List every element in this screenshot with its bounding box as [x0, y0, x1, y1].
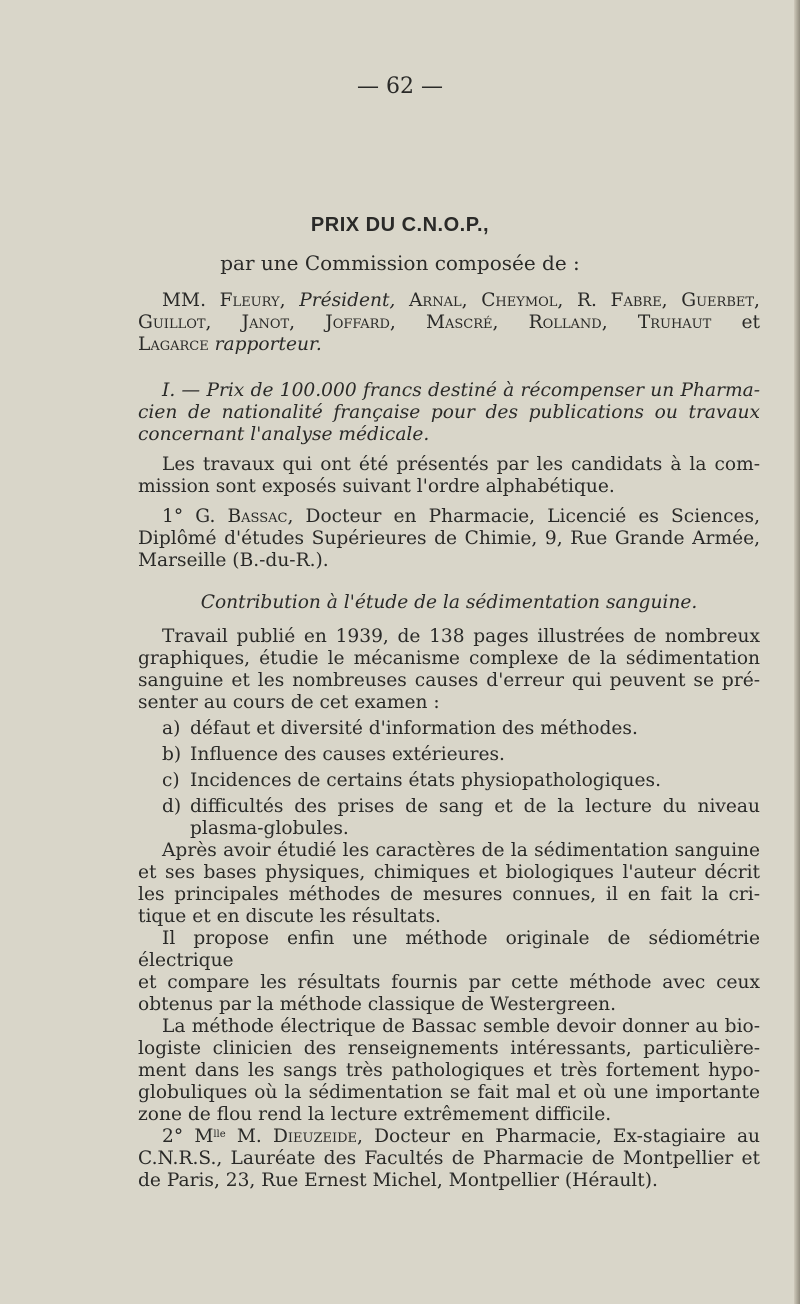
member-joffard: Joffard,	[325, 312, 396, 333]
member-truhaut: Truhaut	[637, 312, 712, 333]
list-item-c	[138, 770, 760, 792]
prize-title-line-1: I. — Prix de 100.000 francs destiné à récompenser un Pharma-	[162, 380, 760, 401]
candidate-2-line-3: de Paris, 23, Rue Ernest Michel, Montpellier (Hérault).	[138, 1170, 658, 1191]
list-item-c-label: c)	[162, 770, 180, 791]
para2-line-4: tique et en discute les résultats.	[138, 906, 441, 927]
list-item-b-label: b)	[162, 744, 182, 765]
para4-line-5: zone de flou rend la lecture extrêmement difficile.	[138, 1104, 612, 1125]
members-et: et	[741, 312, 760, 333]
member-janot: Janot,	[241, 312, 296, 333]
page-edge	[794, 0, 800, 1304]
member-president-role: Président,	[299, 290, 396, 311]
candidate-2-line-2: C.N.R.S., Lauréate des Facultés de Pharmacie de Montpellier et	[138, 1148, 760, 1169]
candidate-1-name: G. Bassac,	[195, 506, 294, 527]
member-lagarce: Lagarce	[138, 334, 209, 355]
list-item-a-label: a)	[162, 718, 181, 739]
member-fleury: Fleury,	[219, 290, 286, 311]
list-item-d-label: d)	[162, 796, 182, 817]
candidate-1	[138, 506, 760, 572]
para1-line-2: graphiques, étudie le mécanisme complexe de la sédimentation	[138, 648, 760, 669]
list-item-d	[138, 796, 760, 840]
para1-line-3: sanguine et les nombreuses causes d'erreur qui peuvent se pré-	[138, 670, 760, 691]
para4-line-2: logiste clinicien des renseignements intéressants, particulière-	[138, 1038, 760, 1059]
list-item-a	[138, 718, 760, 740]
prize-title-line-3: concernant l'analyse médicale.	[138, 424, 430, 445]
member-rapporteur-role: rapporteur.	[214, 334, 322, 355]
list-item-b	[138, 744, 760, 766]
candidate-1-line-2: Diplômé d'études Supérieures de Chimie, 9, Rue Grande Armée,	[138, 528, 760, 549]
member-arnal: Arnal,	[409, 290, 468, 311]
candidate-2-number: 2°	[162, 1126, 184, 1147]
para2-line-1: Après avoir étudié les caractères de la sédimentation sanguine	[162, 840, 760, 861]
para2-line-2: et ses bases physiques, chimiques et biologiques l'auteur décrit	[138, 862, 760, 883]
para2-line-3: les principales méthodes de mesures connues, il en fait la cri-	[138, 884, 760, 905]
member-guerbet: Guerbet,	[681, 290, 760, 311]
para4-line-1: La méthode électrique de Bassac semble devoir donner au bio-	[162, 1016, 760, 1037]
page-number: — 62 —	[357, 74, 443, 99]
list-item-b-text: Influence des causes extérieures.	[190, 744, 505, 765]
commission-subheading: par une Commission composée de :	[220, 251, 580, 275]
paragraph-3	[138, 928, 760, 1016]
candidate-2-title: M	[194, 1126, 214, 1147]
para4-line-3: ment dans les sangs très pathologiques et très fortement hypo-	[138, 1060, 760, 1081]
member-rolland: Rolland,	[528, 312, 608, 333]
member-guillot: Guillot,	[138, 312, 212, 333]
prize-title	[138, 380, 760, 446]
candidate-1-line-1: Docteur en Pharmacie, Licencié es Sciences,	[305, 506, 760, 527]
para3-line-2: et compare les résultats fournis par cette méthode avec ceux	[138, 972, 760, 993]
member-mascre: Mascré,	[425, 312, 499, 333]
intro-line-1: Les travaux qui ont été présentés par les candidats à la com-	[162, 454, 760, 475]
para1-line-4: senter au cours de cet examen :	[138, 692, 440, 713]
paragraph-2	[138, 840, 760, 928]
candidate-1-number: 1°	[162, 506, 184, 527]
list-item-c-text: Incidences de certains états physiopathologiques.	[190, 770, 661, 791]
candidate-1-line-3: Marseille (B.-du-R.).	[138, 550, 329, 571]
para3-line-3: obtenus par la méthode classique de Westergreen.	[138, 994, 617, 1015]
work-title: Contribution à l'étude de la sédimentation sanguine.	[200, 592, 698, 613]
candidate-2	[138, 1126, 760, 1192]
para1-line-1: Travail publié en 1939, de 138 pages illustrées de nombreux	[162, 626, 760, 647]
intro-paragraph	[138, 454, 760, 498]
candidate-2-name: M. Dieuzeide,	[236, 1126, 363, 1147]
section-heading: PRIX DU C.N.O.P.,	[310, 214, 490, 236]
list-item-a-text: défaut et diversité d'information des méthodes.	[190, 718, 638, 739]
candidate-2-title-sup: lle	[213, 1129, 226, 1140]
paragraph-1	[138, 626, 760, 714]
list-item-d-line-1: difficultés des prises de sang et de la lecture du niveau	[190, 796, 760, 817]
candidate-2-line-1: Docteur en Pharmacie, Ex-stagiaire au	[374, 1126, 760, 1147]
paragraph-4	[138, 1016, 760, 1126]
list-item-d-line-2: plasma-globules.	[190, 818, 349, 839]
prize-title-line-2: cien de nationalité française pour des publications ou travaux	[138, 402, 760, 423]
member-cheymol: Cheymol,	[481, 290, 564, 311]
commission-members	[138, 290, 760, 356]
members-mm: MM.	[162, 290, 206, 311]
document-body	[138, 290, 760, 1192]
para4-line-4: globuliques où la sédimentation se fait mal et où une importante	[138, 1082, 760, 1103]
member-fabre: R. Fabre,	[577, 290, 668, 311]
intro-line-2: mission sont exposés suivant l'ordre alphabétique.	[138, 476, 615, 497]
causes-list	[138, 718, 760, 840]
para3-line-1: Il propose enfin une méthode originale de sédiométrie électrique	[138, 928, 760, 971]
